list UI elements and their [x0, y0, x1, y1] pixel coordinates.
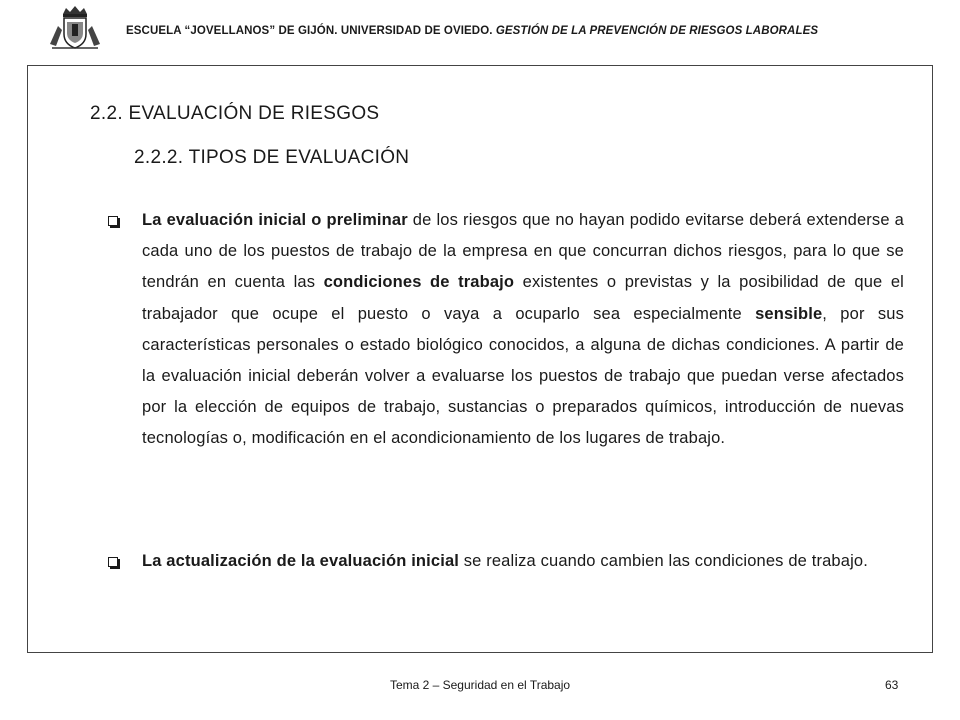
checkbox-bullet-icon	[108, 557, 118, 567]
page-number: 63	[885, 678, 899, 692]
header-institution: ESCUELA “JOVELLANOS” DE GIJÓN. UNIVERSIDAD DE OVIEDO.	[126, 25, 493, 37]
bold-term: La evaluación inicial o preliminar	[142, 211, 408, 229]
checkbox-bullet-icon	[108, 216, 118, 226]
document-header	[126, 25, 926, 37]
body-text: de los riesgos que no hayan podido evitarse deberá extenderse a cada uno de los puestos de trabajo de la empresa en que concurran dichos riesgos, para lo que se tendrán en cuenta las	[142, 211, 905, 292]
bold-term: condiciones de trabajo	[323, 273, 515, 292]
body-text: , por sus características personales o estado biológico conocidos, a alguna de dichas condiciones. A partir de la evaluación inicial deberán volver a evaluarse los puestos de trabajo que puedan verse afectados por la elección de equipos de trabajo, sustancias o preparados químicos, introducción de nuevas tecnologías o, modificación en el acondicionamiento de los lugares de trabajo.	[142, 304, 904, 448]
body-text: se realiza cuando cambien las condiciones de trabajo.	[459, 552, 868, 570]
bold-term: La actualización de la evaluación inicial	[142, 552, 460, 570]
university-crest-icon	[44, 4, 106, 50]
subsection-title: 2.2.2. TIPOS DE EVALUACIÓN	[134, 147, 410, 168]
bullet-paragraph-evaluation-update	[142, 546, 904, 577]
body-text: existentes o previstas y la posibilidad de que el trabajador que ocupe el puesto o vaya a ocuparlo sea especialmente	[142, 273, 904, 323]
bullet-paragraph-initial-evaluation	[142, 205, 904, 455]
section-title: 2.2. EVALUACIÓN DE RIESGOS	[90, 103, 380, 124]
header-subject: GESTIÓN DE LA PREVENCIÓN DE RIESGOS LABORALES	[495, 25, 819, 37]
bold-term: sensible	[755, 304, 823, 323]
footer-topic: Tema 2 – Seguridad en el Trabajo	[389, 678, 571, 692]
